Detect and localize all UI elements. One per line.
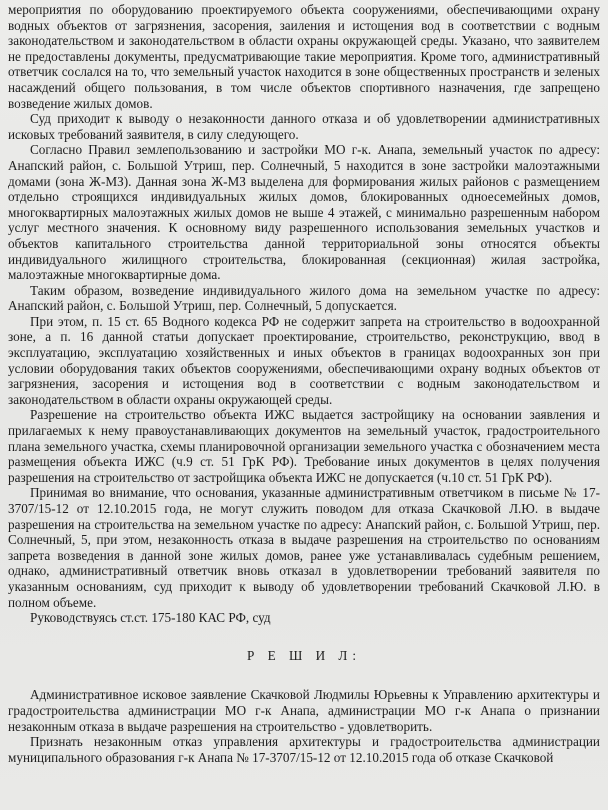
paragraph-6: Разрешение на строительство объекта ИЖС выдается застройщику на основании заявления и прилагаемых к нему правоустанавливающих документов на земельный участок, градостроительного плана земельного участка, схемы планировочной организации земельного участка с обозначением места размещения объекта ИЖС (ч.9 ст. 51 ГрК РФ). Требование иных документов в целях получения разрешения на строительство от застройщика объекта ИЖС не допускается (ч.10 ст. 51 ГрК РФ). — [8, 407, 600, 485]
resolution-1: Административное исковое заявление Скачковой Людмилы Юрьевны к Управлению архитектуры и градостроительства администрации МО г-к Анапа, администрации МО г-к Анапа о признании незаконным отказа в выдаче разрешения на строительство - удовлетворить. — [8, 687, 600, 734]
paragraph-2: Суд приходит к выводу о незаконности данного отказа и об удовлетворении административных исковых требований заявителя, в силу следующего. — [8, 111, 600, 142]
paragraph-4: Таким образом, возведение индивидуального жилого дома на земельном участке по адресу: Анапский район, с. Большой Утриш, пер. Солнечный, 5 допускается. — [8, 282, 600, 314]
paragraph-5: При этом, п. 15 ст. 65 Водного кодекса РФ не содержит запрета на строительство в водоохранной зоне, а п. 16 данной статьи допускает проектирование, строительство, реконструкцию, ввод в эксплуатацию, эксплуатацию хозяйственных и иных объектов в границах водоохранных зон при условии оборудования таких объектов сооружениями, обеспечивающими охрану водных объектов от загрязнения, засорения и истощения вод в соответствии с водным законодательством и законодательством в области охраны окружающей среды. — [8, 313, 600, 407]
paragraph-7: Принимая во внимание, что основания, указанные административным ответчиком в письме № 17-3707/15-12 от 12.10.2015 года, не могут служить поводом для отказа Скачковой Л.Ю. в выдаче разрешения на строительства на земельном участке по адресу: Анапский район, с. Большой Утриш, пер. Солнечный, 5, при этом, незаконность отказа в выдаче разрешения на строительство по основаниям запрета возведения в данной зоне жилых домов, ранее уже устанавливалась судебным решением, однако, административный ответчик вновь отказал в удовлетворении требований заявителя по указанным основаниям, суд приходит к выводу об удовлетворении требований Скачковой Л.Ю. в полном объеме. — [8, 485, 600, 610]
decision-heading: Р Е Ш И Л: — [246, 647, 361, 663]
paragraph-1: мероприятия по оборудованию проектируемого объекта сооружениями, обеспечивающими охрану водных объектов от загрязнения, засорения, заиления и истощения вод в соответствии с водным законодательством и законодательством в области охраны окружающей среды. Указано, что заявителем не предоставлены документы, предусматривающие такие мероприятия. Кроме того, административный ответчик сослался на то, что земельный участок находится в зоне общественных пространств и зеленых насаждений общего пользования, в том числе объектов спортивного назначения, где запрещено возведение жилых домов. — [8, 2, 600, 111]
document-body — [8, 2, 600, 765]
resolution-2: Признать незаконным отказ управления архитектуры и градостроительства администрации муниципального образования г-к Анапа № 17-3707/15-12 от 12.10.2015 года об отказе Скачковой — [8, 734, 600, 765]
paragraph-3: Согласно Правил землепользованию и застройки МО г-к. Анапа, земельный участок по адресу: Анапский район, с. Большой Утриш, пер. Солнечный, 5 находится в зоне застройки малоэтажными домами (зона Ж-МЗ). Данная зона Ж-МЗ выделена для формирования жилых районов с размещением отдельно строящихся индивидуальных жилых домов, блокированных одноесемейных домов, многоквартирных малоэтажных жилых домов не выше 4 этажей, с минимально разрешенным набором услуг местного значения. К основному виду разрешенного использования земельных участков и объектов капитального строительства данной территориальной зоны относятся объекты индивидуального жилищного строительства, блокированная (секционная) жилая застройка, малоэтажные многоквартирные дома. — [8, 142, 600, 283]
paragraph-8: Руководствуясь ст.ст. 175-180 КАС РФ, суд — [30, 610, 271, 626]
